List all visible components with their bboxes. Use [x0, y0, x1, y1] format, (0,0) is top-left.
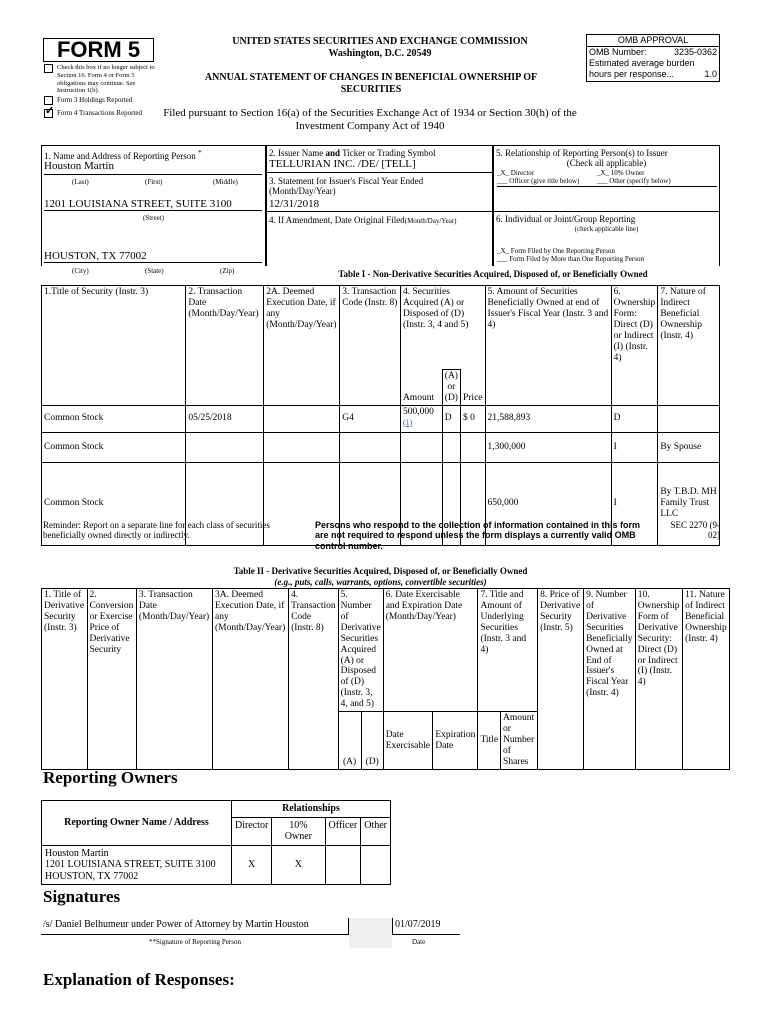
t1-h-deemed: 2A. Deemed Execution Date, if any (Month/Day/Year): [264, 286, 340, 406]
t1-h-amount: Amount: [400, 370, 442, 406]
row-nature: By T.B.D. MH Family Trust LLC: [658, 462, 720, 545]
row-amount: 500,000 (1): [400, 405, 442, 432]
last-label: (Last): [72, 178, 89, 186]
signature-label: **Signature of Reporting Person: [149, 938, 241, 946]
t2-h-date: 3. Transaction Date (Month/Day/Year): [136, 589, 212, 770]
agency-name: UNITED STATES SECURITIES AND EXCHANGE COMMISSION: [232, 36, 528, 47]
director-value: X: [231, 845, 271, 885]
row-owned: 21,588,893: [485, 405, 611, 432]
city-label: (City): [72, 267, 89, 275]
t1-h-price: Price: [460, 370, 485, 406]
t1-h-nature: 7. Nature of Indirect Beneficial Ownership (Instr. 4): [658, 286, 720, 406]
box4-label: 4. If Amendment, Date Original Filed(Month/Day/Year): [269, 215, 457, 225]
t1-h-form: 6. Ownership Form: Direct (D) or Indirect (I) (Instr. 4): [611, 286, 658, 406]
t1-h-ad: (A) or (D): [442, 370, 460, 406]
date-label: Date: [412, 938, 426, 946]
omb-notice: Persons who respond to the collection of information contained in this form are not required to respond unless the form displays a currently valid OMB control number.: [315, 520, 641, 551]
signatures-heading: Signatures: [43, 887, 121, 906]
t2-h-a: (A): [338, 712, 361, 770]
middle-label: (Middle): [213, 178, 238, 186]
reporting-person-name: Houston Martin: [44, 160, 114, 172]
table-row: [42, 845, 391, 885]
row-title: Common Stock: [42, 432, 186, 462]
t2-h-owned: 9. Number of Derivative Securities Beneficially Owned at End of Issuer's Fiscal Year (Instr. 4): [584, 589, 636, 770]
table2-title: Table II - Derivative Securities Acquired, Disposed of, or Beneficially Owned: [233, 566, 528, 576]
box2-label: 2. Issuer Name and Ticker or Trading Symbol: [269, 148, 436, 158]
officer-value: [325, 845, 361, 885]
street-label: (Street): [143, 214, 164, 222]
form-label: FORM 5: [43, 38, 154, 62]
table2-subtitle: (e.g., puts, calls, warrants, options, convertible securities): [274, 577, 487, 587]
t2-h-deemed: 3A. Deemed Execution Date, if any (Month/Day/Year): [212, 589, 288, 770]
city-state-value: HOUSTON, TX 77002: [44, 250, 147, 262]
page-title: ANNUAL STATEMENT OF CHANGES IN BENEFICIAL OWNERSHIP OF SECURITIES: [204, 72, 538, 95]
check3-label: Form 4 Transactions Reported: [57, 109, 142, 117]
table1: [41, 285, 720, 546]
other-header: Other: [361, 817, 391, 845]
signature-gap: [349, 918, 392, 948]
table-row: [42, 405, 720, 432]
check1-label: Check this box if no longer subject to Section 16. Form 4 or Form 5 obligations may continue. See Instruction 1(b).: [57, 64, 155, 95]
box3-label: 3. Statement for Issuer's Fiscal Year Ended (Month/Day/Year): [269, 176, 424, 197]
row-date: [186, 432, 264, 462]
check-no-longer-subject[interactable]: [44, 64, 156, 95]
signature-value: /s/ Daniel Belhumeur under Power of Attorney by Martin Houston: [41, 918, 349, 935]
box1-label: 1. Name and Address of Reporting Person *: [44, 148, 202, 161]
t1-h-title: 1.Title of Security (Instr. 3): [42, 286, 186, 406]
row-ad: [442, 432, 460, 462]
officer-check[interactable]: ___ Officer (give title below): [497, 177, 580, 185]
row-price: [460, 432, 485, 462]
explanation-heading: Explanation of Responses:: [43, 970, 235, 989]
check2-label: Form 3 Holdings Reported: [57, 96, 133, 104]
street-value: 1201 LOUISIANA STREET, SUITE 3100: [44, 198, 232, 210]
box5-label: 5. Relationship of Reporting Person(s) to Issuer: [496, 148, 668, 158]
t2-h-amount: Amount or Number of Shares: [501, 712, 538, 770]
filed-pursuant: Filed pursuant to Section 16(a) of the Securities Exchange Act of 1934 or Section 30(h) of the Investment Company Act of 1940: [163, 107, 577, 133]
row-nature: [658, 405, 720, 432]
row-nature: By Spouse: [658, 432, 720, 462]
row-price: $ 0: [460, 405, 485, 432]
t2-h-title: 1. Title of Derivative Security (Instr. 3): [42, 589, 88, 770]
omb-number-label: OMB Number:: [589, 47, 647, 57]
table2: [41, 588, 730, 770]
row-date: 05/25/2018: [186, 405, 264, 432]
reporting-owners-heading: Reporting Owners: [43, 768, 178, 787]
signature-date: 01/07/2019: [392, 918, 460, 935]
row-title: Common Stock: [42, 462, 186, 545]
sec-form-number: SEC 2270 (9-02): [670, 520, 720, 541]
one-person-check[interactable]: _X_ Form Filed by One Reporting Person: [497, 247, 615, 255]
t2-h-form: 10. Ownership Form of Derivative Security: Direct (D) or Indirect (I) (Instr. 4): [635, 589, 682, 770]
t2-h-d: (D): [361, 712, 383, 770]
omb-hours-label: hours per response...: [589, 69, 675, 79]
t2-h-title2: Title: [478, 712, 501, 770]
issuer-value: TELLURIAN INC. /DE/ [TELL]: [269, 158, 416, 170]
t2-h-exercisable: 6. Date Exercisable and Expiration Date (Month/Day/Year): [383, 589, 478, 712]
t1-h-code: 3. Transaction Code (Instr. 8): [340, 286, 401, 406]
box6-sub: (check applicable line): [574, 225, 639, 233]
first-label: (First): [145, 178, 163, 186]
ten-percent-owner-check[interactable]: _X_ 10% Owner: [597, 169, 645, 177]
footnote-link[interactable]: (1): [402, 417, 413, 427]
relationships-header: Relationships: [231, 801, 390, 818]
t2-h-code: 4. Transaction Code (Instr. 8): [289, 589, 339, 770]
omb-estimated: Estimated average burden: [589, 58, 695, 68]
row-owned: 650,000: [485, 462, 611, 545]
fiscal-year-value: 12/31/2018: [269, 198, 320, 210]
officer-header: Officer: [325, 817, 361, 845]
t2-h-number: 5. Number of Derivative Securities Acquired (A) or Disposed of (D) (Instr. 3, 4, and 5): [338, 589, 383, 712]
t1-h-securities: 4. Securities Acquired (A) or Disposed of (D) (Instr. 3, 4 and 5): [400, 286, 485, 370]
row-form: I: [611, 462, 658, 545]
director-check[interactable]: _X_ Director: [497, 169, 535, 177]
row-deemed: [264, 405, 340, 432]
t2-h-nature: 11. Nature of Indirect Beneficial Ownership (Instr. 4): [683, 589, 730, 770]
reminder-text: Reminder: Report on a separate line for each class of securities beneficially owned directly or indirectly.: [43, 520, 270, 541]
t2-h-underlying: 7. Title and Amount of Underlying Securities (Instr. 3 and 4): [478, 589, 538, 712]
checkbox-checked-icon[interactable]: ✓: [45, 105, 55, 117]
ten-percent-owner-header: 10% Owner: [272, 817, 325, 845]
ten-percent-owner-value: X: [272, 845, 325, 885]
more-person-check[interactable]: ___ Form Filed by More than One Reporting Person: [497, 255, 644, 263]
t1-h-date: 2. Transaction Date (Month/Day/Year): [186, 286, 264, 406]
row-title: Common Stock: [42, 405, 186, 432]
row-deemed: [264, 432, 340, 462]
reporting-owners-table: [41, 800, 391, 885]
row-amount: [400, 432, 442, 462]
owner-name-header: Reporting Owner Name / Address: [42, 801, 232, 846]
box5-sub: (Check all applicable): [566, 158, 647, 168]
t2-h-conversion: 2. Conversion or Exercise Price of Derivative Security: [87, 589, 136, 770]
state-label: (State): [145, 267, 164, 275]
omb-number: 3235-0362: [673, 47, 717, 57]
row-code: G4: [340, 405, 401, 432]
owner-address: Houston Martin 1201 LOUISIANA STREET, SUITE 3100 HOUSTON, TX 77002: [42, 845, 232, 885]
director-header: Director: [231, 817, 271, 845]
t2-h-date-exercisable: Date Exercisable: [383, 712, 433, 770]
omb-hours: 1.0: [704, 69, 717, 79]
row-form: I: [611, 432, 658, 462]
asterisk: *: [197, 148, 202, 157]
checkbox-icon[interactable]: [44, 64, 53, 73]
table1-title: Table I - Non-Derivative Securities Acquired, Disposed of, or Beneficially Owned: [338, 269, 648, 279]
box6-label: 6. Individual or Joint/Group Reporting: [496, 214, 636, 224]
t1-h-owned: 5. Amount of Securities Beneficially Owned at end of Issuer's Fiscal Year (Instr. 3 and 4): [485, 286, 611, 406]
row-form: D: [611, 405, 658, 432]
omb-title: OMB APPROVAL: [587, 35, 719, 47]
t2-h-expiration: Expiration Date: [433, 712, 478, 770]
row-ad: D: [442, 405, 460, 432]
table-row: [42, 432, 720, 462]
check-form3[interactable]: [44, 96, 156, 105]
other-value: [361, 845, 391, 885]
omb-approval-box: [586, 34, 720, 82]
row-owned: 1,300,000: [485, 432, 611, 462]
other-check[interactable]: ___ Other (specify below): [597, 177, 671, 185]
t2-h-price: 8. Price of Derivative Security (Instr. 5): [538, 589, 584, 770]
row-code: [340, 432, 401, 462]
agency-city: Washington, D.C. 20549: [328, 48, 432, 59]
checkbox-icon[interactable]: [44, 96, 53, 105]
zip-label: (Zip): [220, 267, 235, 275]
check-form4[interactable]: [44, 105, 142, 118]
